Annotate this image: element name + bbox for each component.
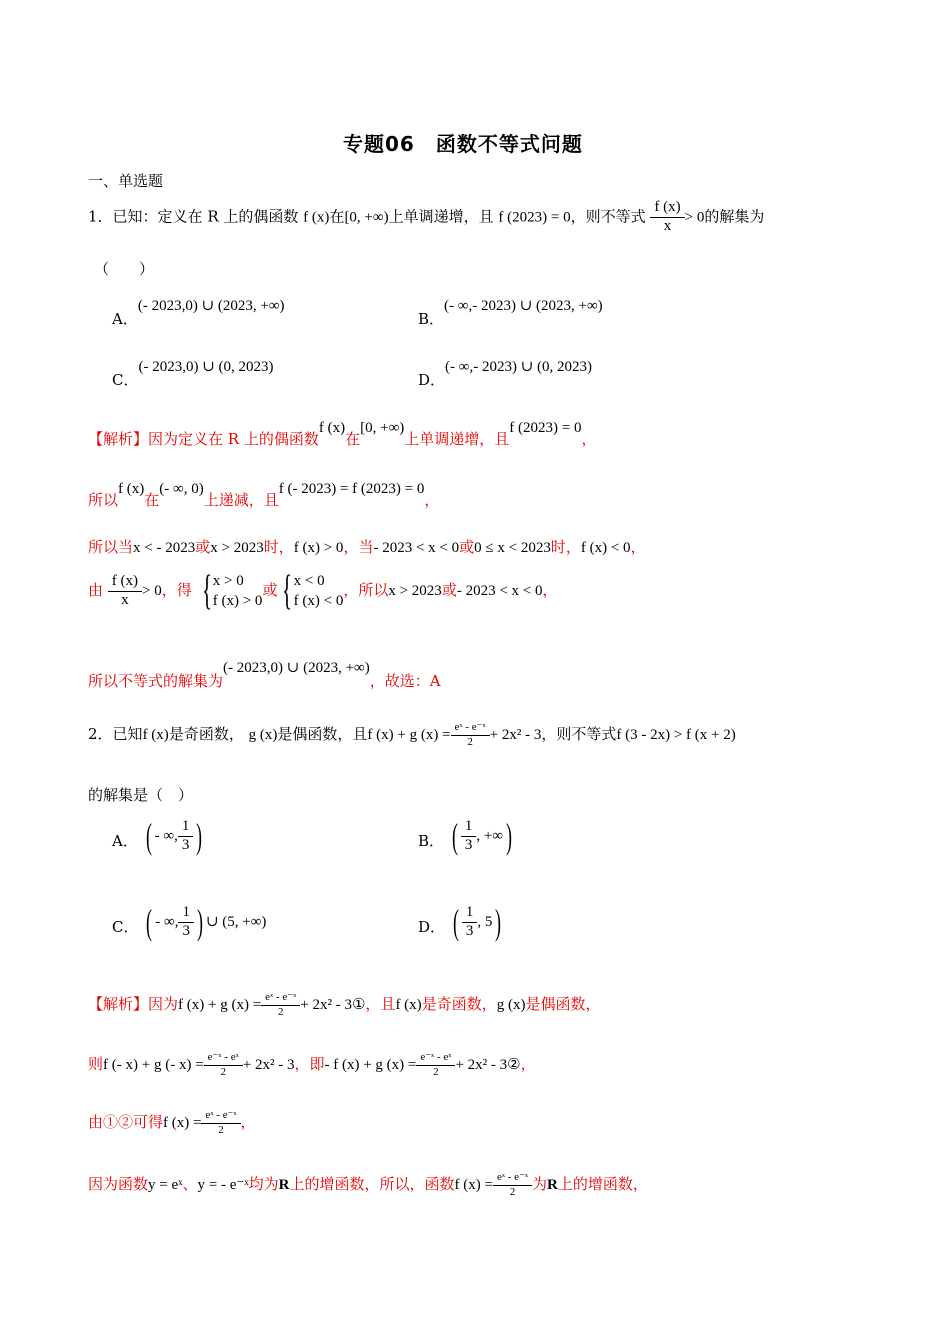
q2-solution-line-1 <box>88 992 600 1018</box>
sol-math: - 2023 < x < 0 <box>373 540 460 556</box>
option-label: D． <box>418 918 446 936</box>
q2-stem-line-2: 的解集是（ ） <box>88 786 194 804</box>
sol-text: ， <box>520 1055 536 1074</box>
q1-solution-line-4 <box>88 570 558 612</box>
expr-part: ∪ (5, +∞) <box>205 914 267 930</box>
fraction-numerator: 1 <box>465 903 474 920</box>
q1-text-tail: 的解集为 <box>704 207 765 226</box>
sol-text: 则 <box>88 1055 104 1074</box>
option-expr: (- ∞,- 2023) ∪ (0, 2023) <box>445 359 593 375</box>
sol-math: x < - 2023 <box>133 540 196 556</box>
sol-text: ，即 <box>294 1055 325 1074</box>
fraction-denominator: 3 <box>178 922 194 940</box>
sol-text: ，且 <box>365 995 396 1014</box>
sol-text: ， <box>630 538 646 556</box>
fraction-numerator: 1 <box>181 817 190 834</box>
fraction-numerator: e⁻ˣ - eˣ <box>420 1051 452 1063</box>
fraction-denominator: 3 <box>461 836 477 854</box>
option-expr: (- 2023,0) ∪ (2023, +∞) <box>137 298 285 314</box>
sol-text: 所以 <box>88 491 119 509</box>
q2-text: 是偶函数，且 <box>277 725 368 744</box>
q2-math: + 2x² - 3 <box>489 727 542 744</box>
option-label: D． <box>418 371 446 389</box>
left-brace: { <box>282 568 293 614</box>
q1-ineq-fraction <box>652 200 682 235</box>
sol-text: 上的增函数， <box>557 1175 648 1194</box>
q1-interval: [0, +∞) <box>344 209 389 226</box>
system-row: f (x) < 0 <box>293 593 344 609</box>
q1-option-a[interactable] <box>112 294 285 328</box>
page-title: 专题06 函数不等式问题 <box>343 132 583 156</box>
q2-text: ，则不等式 <box>541 725 617 744</box>
q1-option-d[interactable] <box>418 355 593 389</box>
sol-math: f (x) < 0 <box>580 540 631 556</box>
sol-text: 在 <box>144 491 160 509</box>
q1-stem <box>88 200 764 235</box>
fraction-denominator: 2 <box>201 1123 240 1137</box>
q2-fraction <box>453 722 488 748</box>
sol-text: 、 <box>182 1175 198 1194</box>
sol-math: - 2023 < x < 0 <box>456 583 543 599</box>
option-label: A． <box>112 310 138 328</box>
sol-text: 上递减，且 <box>203 491 279 509</box>
sol-text: ，所以 <box>343 581 389 599</box>
q2-text: 是奇函数， <box>168 725 244 744</box>
sol-fraction <box>110 574 140 609</box>
sol-text: ， <box>424 491 440 509</box>
q2-solution-line-2 <box>88 1052 536 1078</box>
sol-text: 因为函数 <box>88 1175 149 1194</box>
option-expr: (- 2023,0) ∪ (0, 2023) <box>138 359 274 375</box>
sol-math: + 2x² - 3② <box>455 1057 521 1074</box>
q2-solution-line-3 <box>88 1110 256 1136</box>
q2-gx: g (x) <box>248 727 278 744</box>
sol-math: x > 2023 <box>210 540 264 556</box>
q2-math: f (x) + g (x) = <box>367 727 451 744</box>
q1-solution-line-3 <box>88 536 646 557</box>
sol-text: 均为 <box>248 1175 279 1194</box>
fraction-denominator: 2 <box>261 1005 300 1019</box>
sol-math: f (x) <box>118 481 145 497</box>
q1-number: 1． <box>88 207 113 226</box>
q2-text: 已知 <box>112 725 143 744</box>
sol-math: + 2x² - 3 <box>242 1057 295 1074</box>
sol-text: 时， <box>263 538 294 556</box>
expr-part: , 5 <box>477 913 493 930</box>
fraction-denominator: 3 <box>178 836 194 854</box>
sol-text: 或 <box>262 581 278 599</box>
sol-text: 或 <box>195 538 211 556</box>
sol-math: f (x) > 0 <box>293 540 344 556</box>
q1-text: 已知：定义在 R 上的偶函数 <box>112 207 299 226</box>
expr-part: - ∞, <box>155 913 179 930</box>
sol-math: g (x) <box>496 997 526 1014</box>
q1-option-b[interactable] <box>418 294 603 328</box>
sol-math: (- 2023,0) ∪ (2023, +∞) <box>223 660 370 676</box>
option-label: B． <box>418 832 445 850</box>
q1-f2023: f (2023) = 0 <box>498 209 571 226</box>
option-label: C． <box>112 918 139 936</box>
sol-text: 上单调递增，且 <box>404 430 510 448</box>
q2-option-b[interactable] <box>418 818 515 854</box>
sol-text: ， <box>542 581 558 599</box>
q1-option-c[interactable] <box>112 355 274 389</box>
q2-stem <box>88 722 736 748</box>
fraction-denominator: 3 <box>462 922 478 940</box>
system-row: x < 0 <box>293 572 325 589</box>
sol-math: R <box>547 1177 558 1194</box>
sol-math: 0 ≤ x < 2023 <box>474 540 551 556</box>
sol-system-2 <box>277 570 343 612</box>
sol-fraction <box>206 1052 241 1078</box>
q1-answer-paren: （ ） <box>94 260 155 278</box>
sol-fraction <box>418 1052 453 1078</box>
sol-math: f (x) = <box>163 1115 202 1132</box>
sol-text: 【解析】因为 <box>88 995 179 1014</box>
q1-solution-line-2 <box>88 477 440 509</box>
system-row: f (x) > 0 <box>212 593 263 609</box>
sol-text: 所以当 <box>88 538 134 556</box>
q1-text-mid: 上单调递增，且 <box>388 207 494 226</box>
sol-math: f (- 2023) = f (2023) = 0 <box>278 481 425 497</box>
fraction-denominator: x <box>650 217 684 235</box>
option-expr: ( - ∞, $\frac{1}{3}$ ) <box>145 816 203 856</box>
sol-math: [0, +∞) <box>360 420 405 436</box>
sol-text: ， <box>581 430 597 448</box>
sol-text: ，当 <box>343 538 374 556</box>
q2-fx: f (x) <box>142 727 169 744</box>
option-label: B． <box>418 310 445 328</box>
q2-option-a[interactable] <box>112 818 205 854</box>
fraction-numerator: e⁻ˣ - eˣ <box>207 1051 239 1063</box>
option-label: C． <box>112 371 139 389</box>
q1-text-then: ，则不等式 <box>570 207 646 226</box>
sol-math: y = - e⁻ˣ <box>197 1177 249 1194</box>
expr-part: - ∞, <box>154 827 178 844</box>
fraction-denominator: 2 <box>493 1185 532 1199</box>
sol-math: > 0 <box>142 583 162 599</box>
fraction-denominator: 2 <box>416 1065 455 1079</box>
sol-text: 由 <box>88 581 104 599</box>
fraction-numerator: 1 <box>182 903 190 920</box>
q1-gt0: > 0 <box>684 209 705 226</box>
sol-math: f (x) <box>395 997 422 1014</box>
q1-text-in: 在 <box>329 207 345 226</box>
sol-text: 上的增函数，所以，函数 <box>289 1175 455 1194</box>
fraction-numerator: eˣ - e⁻ˣ <box>265 991 297 1003</box>
sol-text: 由①②可得 <box>88 1113 164 1132</box>
sol-text: ，故选：A <box>369 672 441 690</box>
sol-text: 【解析】因为定义在 R 上的偶函数 <box>88 430 319 448</box>
q2-option-c[interactable] <box>112 904 266 940</box>
sol-text: 为 <box>532 1175 548 1194</box>
left-brace: { <box>201 568 212 614</box>
q1-fx: f (x) <box>303 209 330 226</box>
option-expr: (- ∞,- 2023) ∪ (2023, +∞) <box>444 298 603 314</box>
sol-fraction <box>203 1110 238 1136</box>
sol-text: 时， <box>550 538 581 556</box>
sol-math: (- ∞, 0) <box>159 481 204 497</box>
sol-text: 或 <box>441 581 457 599</box>
sol-text: 在 <box>345 430 361 448</box>
q2-number: 2． <box>88 725 113 744</box>
fraction-numerator: eˣ - e⁻ˣ <box>454 721 486 733</box>
sol-math: f (- x) + g (- x) = <box>103 1057 204 1074</box>
sol-math: + 2x² - 3① <box>300 997 366 1014</box>
expr-part: , +∞ <box>476 827 503 844</box>
sol-fraction <box>263 992 298 1018</box>
sol-math: - f (x) + g (x) = <box>324 1057 417 1074</box>
sol-text: ， <box>240 1113 256 1132</box>
fraction-numerator: 1 <box>464 817 473 834</box>
section-heading: 一、单选题 <box>88 172 164 190</box>
fraction-numerator: f (x) <box>111 572 139 589</box>
fraction-denominator: x <box>108 591 142 609</box>
option-label: A． <box>112 832 138 850</box>
fraction-numerator: eˣ - e⁻ˣ <box>496 1171 529 1183</box>
option-expr: ( $\frac{1}{3}$ , +∞ ) <box>451 816 512 856</box>
sol-math: f (x) + g (x) = <box>178 997 262 1014</box>
sol-math: f (x) <box>318 420 346 436</box>
sol-math: x > 2023 <box>388 583 442 599</box>
sol-math: R <box>278 1177 290 1194</box>
sol-text: ，得 <box>161 581 192 599</box>
sol-fraction <box>495 1172 530 1198</box>
fraction-denominator: 2 <box>451 735 490 749</box>
sol-text: 是奇函数， <box>421 995 497 1014</box>
q2-solution-line-4 <box>88 1172 648 1198</box>
sol-text: 或 <box>459 538 475 556</box>
option-expr: ( - ∞, $\frac{1}{3}$ ) <box>146 902 203 942</box>
sol-text: 是偶函数， <box>525 995 601 1014</box>
sol-math: y = eˣ <box>148 1177 183 1194</box>
option-expr: ( $\frac{1}{3}$ , 5 ) <box>452 902 502 942</box>
system-row: x > 0 <box>212 572 244 589</box>
fraction-denominator: 2 <box>204 1065 243 1079</box>
fraction-numerator: f (x) <box>654 199 681 215</box>
q1-solution-line-1 <box>88 416 597 448</box>
sol-math: f (x) = <box>454 1177 493 1194</box>
sol-system-1 <box>197 570 263 612</box>
q2-inequality: f (3 - 2x) > f (x + 2) <box>616 727 736 744</box>
fraction-numerator: eˣ - e⁻ˣ <box>205 1109 237 1121</box>
sol-math: f (2023) = 0 <box>509 420 582 436</box>
sol-text: 所以不等式的解集为 <box>88 672 224 690</box>
q1-solution-line-5 <box>88 656 441 690</box>
q2-option-d[interactable] <box>418 904 504 940</box>
